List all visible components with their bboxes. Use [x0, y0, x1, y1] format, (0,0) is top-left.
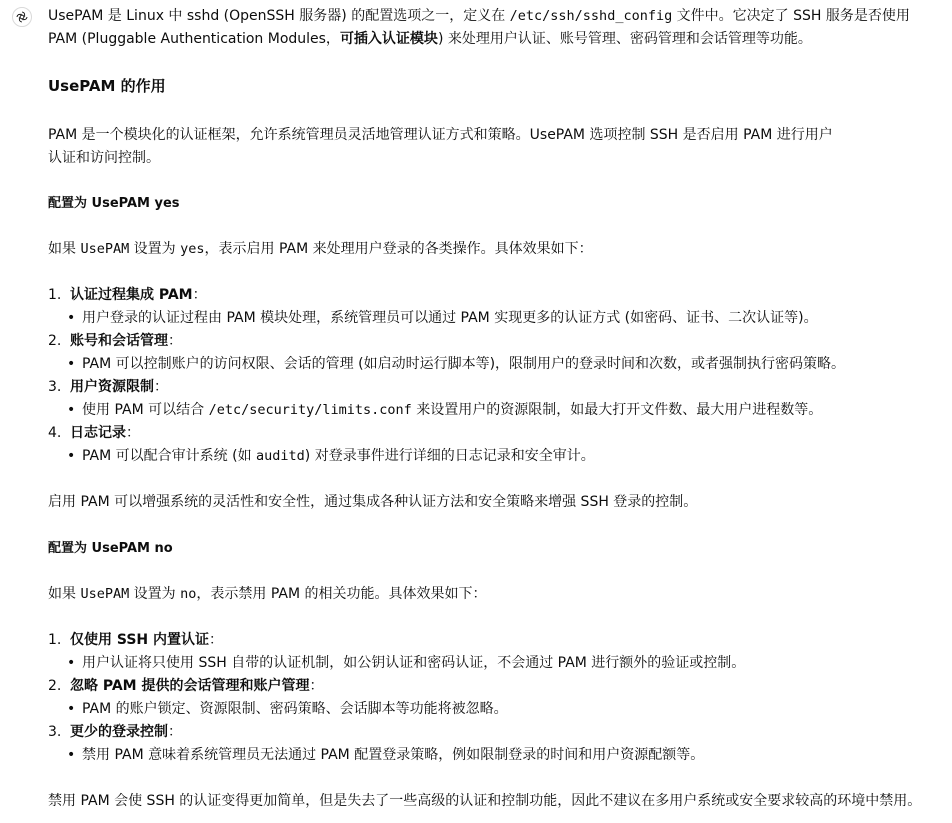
sub-list-item: • PAM 的账户锁定、资源限制、密码策略、会话脚本等功能将被忽略。 [67, 701, 508, 717]
message-content [48, 5, 948, 813]
sub-list-item: • 禁用 PAM 意味着系统管理员无法通过 PAM 配置登录策略，例如限制登录的时间和用户资源配额等。 [67, 747, 705, 763]
sub-list-item: • PAM 可以配合审计系统 (如 auditd) 对登录事件进行详细的日志记录和安全审计。 [67, 448, 595, 464]
no-list [48, 629, 948, 767]
yes-outro: 启用 PAM 可以增强系统的灵活性和安全性，通过集成各种认证方法和安全策略来增强 SSH 登录的控制。 [48, 494, 698, 510]
list-item: 4. 日志记录： [48, 425, 140, 441]
no-intro: 如果 UsePAM 设置为 no，表示禁用 PAM 的相关功能。具体效果如下： [48, 586, 487, 602]
list-item: 2. 账号和会话管理： [48, 333, 182, 349]
heading-no: 配置为 UsePAM no [48, 541, 173, 556]
yes-list [48, 284, 948, 468]
intro-paragraph: UsePAM 是 Linux 中 sshd (OpenSSH 服务器) 的配置选项之一，定义在 /etc/ssh/sshd_config 文件中。它决定了 SSH 服务是否使用 PAM (Pluggable Authentication Modules，可插入认证模块) 来处理用户认证、账号管理、密码管理和会话管理等功能。 [48, 8, 910, 47]
sub-list-item: • 用户认证将只使用 SSH 自带的认证机制，如公钥认证和密码认证，不会通过 PAM 进行额外的验证或控制。 [67, 655, 746, 671]
inline-code: /etc/ssh/sshd_config [509, 8, 673, 24]
role-paragraph: PAM 是一个模块化的认证框架，允许系统管理员灵活地管理认证方式和策略。UsePAM 选项控制 SSH 是否启用 PAM 进行用户 认证和访问控制。 [48, 127, 833, 166]
yes-intro: 如果 UsePAM 设置为 yes，表示启用 PAM 来处理用户登录的各类操作。具体效果如下： [48, 241, 593, 257]
sub-list-item: • PAM 可以控制账户的访问权限、会话的管理 (如启动时运行脚本等)，限制用户的登录时间和次数，或者强制执行密码策略。 [67, 356, 846, 372]
assistant-avatar [12, 7, 32, 27]
sub-list-item: • 使用 PAM 可以结合 /etc/security/limits.conf 来设置用户的资源限制，如最大打开文件数、最大用户进程数等。 [67, 402, 823, 418]
heading-yes: 配置为 UsePAM yes [48, 196, 180, 211]
openai-logo-icon [15, 10, 29, 24]
list-item: 2. 忽略 PAM 提供的会话管理和账户管理： [48, 678, 324, 694]
list-item: 1. 认证过程集成 PAM： [48, 287, 207, 303]
list-item: 3. 更少的登录控制： [48, 724, 182, 740]
no-outro: 禁用 PAM 会使 SSH 的认证变得更加简单，但是失去了一些高级的认证和控制功能，因此不建议在多用户系统或安全要求较高的环境中禁用。 [48, 793, 922, 809]
list-item: 1. 仅使用 SSH 内置认证： [48, 632, 224, 648]
heading-role: UsePAM 的作用 [48, 77, 166, 95]
list-item: 3. 用户资源限制： [48, 379, 168, 395]
sub-list-item: • 用户登录的认证过程由 PAM 模块处理，系统管理员可以通过 PAM 实现更多的认证方式 (如密码、证书、二次认证等)。 [67, 310, 818, 326]
